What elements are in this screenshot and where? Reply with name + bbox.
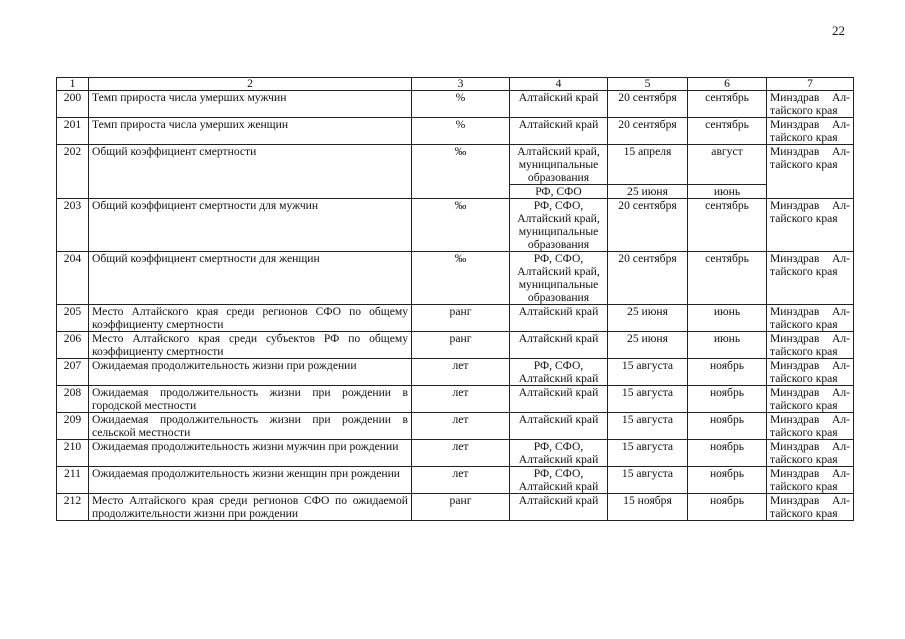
responsible-continuation: тайского края bbox=[770, 265, 838, 278]
responsible-cell bbox=[767, 145, 854, 199]
indicator-name: Ожидаемая продолжительность жизни при рождении bbox=[89, 359, 412, 386]
table-row bbox=[57, 467, 854, 494]
responsible-continuation: тайского края bbox=[770, 131, 838, 144]
submission-date: 15 августа bbox=[608, 413, 688, 440]
submission-date: 15 августа bbox=[608, 467, 688, 494]
reporting-period: ноябрь bbox=[688, 494, 767, 521]
responsible-hyphen-part: Ал- bbox=[831, 494, 850, 507]
unit-of-measure: % bbox=[412, 118, 510, 145]
reporting-period: июнь bbox=[688, 305, 767, 332]
indicator-name: Место Алтайского края среди субъектов РФ по общему коэффициенту смертности bbox=[89, 332, 412, 359]
territory: РФ, СФО, Алтайский край, муниципальные образования bbox=[510, 252, 608, 305]
territory: Алтайский край bbox=[510, 305, 608, 332]
indicator-name: Темп прироста числа умерших женщин bbox=[89, 118, 412, 145]
responsible-org: Минздрав bbox=[770, 91, 820, 104]
responsible-hyphen-part: Ал- bbox=[831, 145, 850, 158]
responsible-continuation: тайского края bbox=[770, 453, 838, 466]
responsible-org: Минздрав bbox=[770, 118, 820, 131]
responsible-hyphen-part: Ал- bbox=[831, 359, 850, 372]
responsible-cell bbox=[767, 332, 854, 359]
reporting-period: июнь bbox=[688, 185, 767, 199]
indicator-name: Место Алтайского края среди регионов СФО по общему коэффициенту смертности bbox=[89, 305, 412, 332]
row-number: 210 bbox=[57, 440, 89, 467]
unit-of-measure: лет bbox=[412, 413, 510, 440]
responsible-cell bbox=[767, 413, 854, 440]
responsible-hyphen-part: Ал- bbox=[831, 305, 850, 318]
responsible-org: Минздрав bbox=[770, 440, 820, 453]
row-number: 200 bbox=[57, 91, 89, 118]
reporting-period: ноябрь bbox=[688, 440, 767, 467]
column-header: 4 bbox=[510, 78, 608, 91]
submission-date: 15 апреля bbox=[608, 145, 688, 185]
responsible-hyphen-part: Ал- bbox=[831, 118, 850, 131]
reporting-period: август bbox=[688, 145, 767, 185]
submission-date: 25 июня bbox=[608, 305, 688, 332]
indicator-name: Ожидаемая продолжительность жизни при рождении в сельской местности bbox=[89, 413, 412, 440]
territory: Алтайский край, муниципальные образования bbox=[510, 145, 608, 185]
submission-date: 25 июня bbox=[608, 332, 688, 359]
row-number: 207 bbox=[57, 359, 89, 386]
responsible-hyphen-part: Ал- bbox=[831, 413, 850, 426]
reporting-period: ноябрь bbox=[688, 467, 767, 494]
responsible-org: Минздрав bbox=[770, 305, 820, 318]
responsible-continuation: тайского края bbox=[770, 399, 838, 412]
responsible-org: Минздрав bbox=[770, 467, 820, 480]
reporting-period: июнь bbox=[688, 332, 767, 359]
responsible-org: Минздрав bbox=[770, 332, 820, 345]
responsible-hyphen-part: Ал- bbox=[831, 440, 850, 453]
territory: РФ, СФО, Алтайский край bbox=[510, 359, 608, 386]
responsible-continuation: тайского края bbox=[770, 345, 838, 358]
reporting-period: сентябрь bbox=[688, 118, 767, 145]
responsible-cell bbox=[767, 305, 854, 332]
submission-date: 25 июня bbox=[608, 185, 688, 199]
table-row bbox=[57, 413, 854, 440]
table-row bbox=[57, 91, 854, 118]
responsible-org: Минздрав bbox=[770, 145, 820, 158]
territory: Алтайский край bbox=[510, 494, 608, 521]
submission-date: 20 сентября bbox=[608, 252, 688, 305]
unit-of-measure: ‰ bbox=[412, 199, 510, 252]
reporting-period: ноябрь bbox=[688, 359, 767, 386]
responsible-cell bbox=[767, 199, 854, 252]
submission-date: 15 августа bbox=[608, 386, 688, 413]
responsible-cell bbox=[767, 494, 854, 521]
unit-of-measure: лет bbox=[412, 467, 510, 494]
territory: Алтайский край bbox=[510, 91, 608, 118]
unit-of-measure: ‰ bbox=[412, 252, 510, 305]
responsible-continuation: тайского края bbox=[770, 212, 838, 225]
responsible-continuation: тайского края bbox=[770, 507, 838, 520]
column-header: 3 bbox=[412, 78, 510, 91]
indicator-name: Ожидаемая продолжительность жизни при рождении в городской местности bbox=[89, 386, 412, 413]
reporting-period: сентябрь bbox=[688, 252, 767, 305]
responsible-continuation: тайского края bbox=[770, 318, 838, 331]
responsible-org: Минздрав bbox=[770, 413, 820, 426]
indicators-table bbox=[56, 77, 854, 521]
responsible-org: Минздрав bbox=[770, 386, 820, 399]
responsible-org: Минздрав bbox=[770, 494, 820, 507]
column-header: 5 bbox=[608, 78, 688, 91]
unit-of-measure: ‰ bbox=[412, 145, 510, 199]
row-number: 212 bbox=[57, 494, 89, 521]
responsible-cell bbox=[767, 252, 854, 305]
responsible-hyphen-part: Ал- bbox=[831, 91, 850, 104]
submission-date: 20 сентября bbox=[608, 118, 688, 145]
table-row bbox=[57, 386, 854, 413]
responsible-org: Минздрав bbox=[770, 252, 820, 265]
territory: Алтайский край bbox=[510, 118, 608, 145]
indicator-name: Общий коэффициент смертности для мужчин bbox=[89, 199, 412, 252]
indicator-name: Общий коэффициент смертности bbox=[89, 145, 412, 199]
responsible-cell bbox=[767, 386, 854, 413]
column-header: 7 bbox=[767, 78, 854, 91]
territory: Алтайский край bbox=[510, 413, 608, 440]
responsible-hyphen-part: Ал- bbox=[831, 332, 850, 345]
submission-date: 20 сентября bbox=[608, 91, 688, 118]
table-row bbox=[57, 440, 854, 467]
responsible-hyphen-part: Ал- bbox=[831, 386, 850, 399]
row-number: 209 bbox=[57, 413, 89, 440]
unit-of-measure: лет bbox=[412, 359, 510, 386]
submission-date: 20 сентября bbox=[608, 199, 688, 252]
table-row bbox=[57, 199, 854, 252]
row-number: 201 bbox=[57, 118, 89, 145]
unit-of-measure: лет bbox=[412, 440, 510, 467]
table-row bbox=[57, 332, 854, 359]
table-row bbox=[57, 494, 854, 521]
responsible-cell bbox=[767, 91, 854, 118]
territory: РФ, СФО, Алтайский край bbox=[510, 467, 608, 494]
responsible-hyphen-part: Ал- bbox=[831, 199, 850, 212]
responsible-continuation: тайского края bbox=[770, 158, 838, 171]
row-number: 205 bbox=[57, 305, 89, 332]
table-row bbox=[57, 305, 854, 332]
indicator-name: Ожидаемая продолжительность жизни мужчин при рождении bbox=[89, 440, 412, 467]
indicator-name: Темп прироста числа умерших мужчин bbox=[89, 91, 412, 118]
territory: Алтайский край bbox=[510, 332, 608, 359]
territory: РФ, СФО, Алтайский край bbox=[510, 440, 608, 467]
responsible-cell bbox=[767, 118, 854, 145]
unit-of-measure: % bbox=[412, 91, 510, 118]
responsible-cell bbox=[767, 440, 854, 467]
row-number: 206 bbox=[57, 332, 89, 359]
responsible-continuation: тайского края bbox=[770, 426, 838, 439]
row-number: 203 bbox=[57, 199, 89, 252]
reporting-period: сентябрь bbox=[688, 199, 767, 252]
unit-of-measure: ранг bbox=[412, 332, 510, 359]
responsible-org: Минздрав bbox=[770, 199, 820, 212]
responsible-continuation: тайского края bbox=[770, 372, 838, 385]
unit-of-measure: ранг bbox=[412, 494, 510, 521]
territory: Алтайский край bbox=[510, 386, 608, 413]
responsible-hyphen-part: Ал- bbox=[831, 467, 850, 480]
indicator-name: Общий коэффициент смертности для женщин bbox=[89, 252, 412, 305]
responsible-cell bbox=[767, 467, 854, 494]
responsible-continuation: тайского края bbox=[770, 480, 838, 493]
table-row bbox=[57, 359, 854, 386]
responsible-continuation: тайского края bbox=[770, 104, 838, 117]
column-header: 6 bbox=[688, 78, 767, 91]
indicator-name: Место Алтайского края среди регионов СФО по ожидаемой продолжительности жизни при рождении bbox=[89, 494, 412, 521]
table-row bbox=[57, 118, 854, 145]
submission-date: 15 ноября bbox=[608, 494, 688, 521]
column-header: 2 bbox=[89, 78, 412, 91]
submission-date: 15 августа bbox=[608, 440, 688, 467]
table-row bbox=[57, 145, 854, 185]
territory: РФ, СФО, Алтайский край, муниципальные образования bbox=[510, 199, 608, 252]
table-row bbox=[57, 252, 854, 305]
unit-of-measure: ранг bbox=[412, 305, 510, 332]
reporting-period: сентябрь bbox=[688, 91, 767, 118]
responsible-hyphen-part: Ал- bbox=[831, 252, 850, 265]
page-number: 22 bbox=[832, 23, 845, 38]
column-header: 1 bbox=[57, 78, 89, 91]
territory: РФ, СФО bbox=[510, 185, 608, 199]
row-number: 204 bbox=[57, 252, 89, 305]
indicator-name: Ожидаемая продолжительность жизни женщин при рождении bbox=[89, 467, 412, 494]
submission-date: 15 августа bbox=[608, 359, 688, 386]
row-number: 208 bbox=[57, 386, 89, 413]
row-number: 202 bbox=[57, 145, 89, 199]
row-number: 211 bbox=[57, 467, 89, 494]
unit-of-measure: лет bbox=[412, 386, 510, 413]
reporting-period: ноябрь bbox=[688, 386, 767, 413]
column-number-header bbox=[57, 78, 854, 91]
reporting-period: ноябрь bbox=[688, 413, 767, 440]
responsible-cell bbox=[767, 359, 854, 386]
responsible-org: Минздрав bbox=[770, 359, 820, 372]
